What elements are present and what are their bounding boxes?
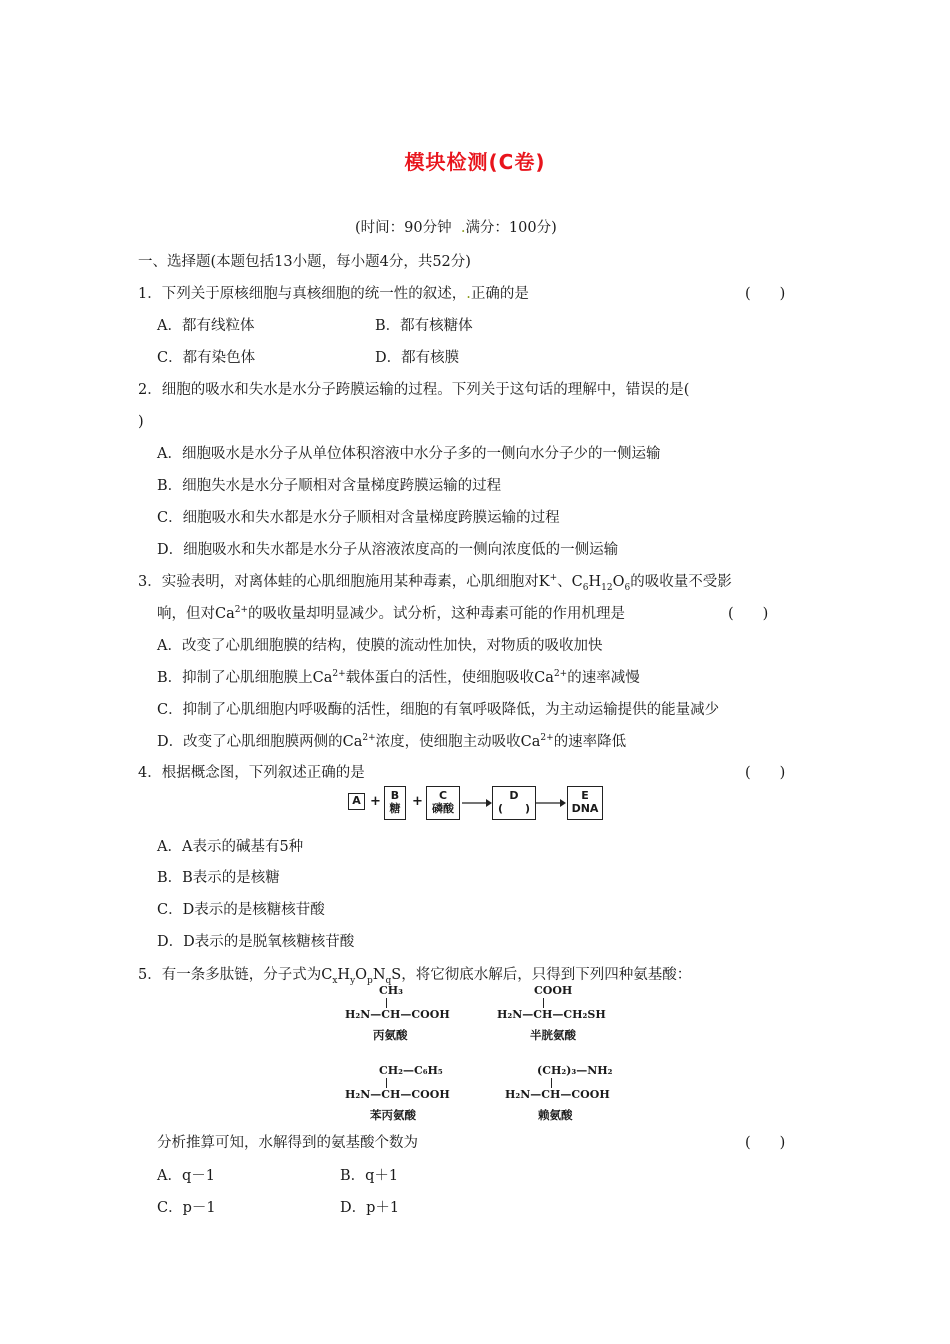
q3-option-d-part2: 浓度，使细胞主动吸收Ca bbox=[375, 734, 541, 750]
hydrogen-symbol: H bbox=[588, 574, 602, 590]
calcium-charge: 2+ bbox=[540, 733, 554, 744]
q4-option-a: A．A表示的碱基有5种 bbox=[157, 839, 304, 855]
box-e bbox=[567, 786, 603, 820]
q1-stem bbox=[138, 284, 529, 304]
hydrogen-count: y bbox=[350, 975, 356, 986]
q3-option-a: A．改变了心肌细胞膜的结构，使膜的流动性加快，对物质的吸收加快 bbox=[157, 638, 603, 654]
q3-stem-part3: 响，但对Ca bbox=[157, 606, 235, 622]
bond-line bbox=[386, 998, 387, 1008]
q3-option-d bbox=[157, 732, 626, 752]
box-a-label: A bbox=[352, 794, 361, 807]
box-a bbox=[348, 793, 365, 810]
side-chain: CH₂—C₆H₅ bbox=[379, 1064, 443, 1077]
bond-line bbox=[386, 1078, 387, 1088]
q3-option-c: C．抑制了心肌细胞内呼吸酶的活性，细胞的有氧呼吸降低，为主动运输提供的能量减少 bbox=[157, 702, 720, 718]
side-chain: CH₃ bbox=[379, 984, 403, 997]
box-e-text: DNA bbox=[571, 802, 599, 815]
arrowhead-icon bbox=[560, 799, 566, 807]
backbone: H₂N—CH—CH₂SH bbox=[497, 1008, 606, 1021]
time-info: (时间：90分钟 bbox=[355, 220, 452, 236]
q2-stem-line2: ) bbox=[138, 414, 144, 430]
page-title: 模块检测(C卷) bbox=[404, 150, 546, 174]
carbon-count: x bbox=[332, 975, 338, 986]
q3-stem-line1 bbox=[138, 572, 732, 592]
nitrogen-symbol: N bbox=[372, 967, 386, 983]
hydrogen-symbol: H bbox=[337, 967, 351, 983]
plus-sign: + bbox=[370, 794, 381, 809]
q4-stem: 4．根据概念图，下列叙述正确的是 bbox=[138, 765, 365, 781]
score-info: 满分：100分) bbox=[465, 220, 557, 236]
q2-option-d-part1: D．细胞吸水和失水都 bbox=[157, 542, 300, 558]
box-c bbox=[426, 786, 460, 820]
oxygen-symbol: O bbox=[612, 574, 625, 590]
calcium-charge: 2+ bbox=[553, 669, 568, 680]
box-c-text: 磷酸 bbox=[432, 802, 454, 815]
stray-dot: . bbox=[466, 286, 471, 302]
q1-answer-blank: ( ) bbox=[745, 286, 786, 302]
q1-option-b: B．都有核糖体 bbox=[375, 318, 473, 334]
bond-line bbox=[551, 1078, 552, 1088]
backbone: H₂N—CH—COOH bbox=[505, 1088, 610, 1101]
box-d-blank: ( ) bbox=[497, 802, 531, 815]
amino-acid-name: 半胱氨酸 bbox=[530, 1028, 576, 1042]
q3-option-b-part3: 的速率减慢 bbox=[567, 670, 640, 686]
stray-dot: . bbox=[451, 220, 466, 236]
box-c-label: C bbox=[438, 789, 448, 802]
oxygen-count: p bbox=[367, 975, 373, 986]
q3-stem-line2 bbox=[157, 604, 625, 624]
q3-answer-blank: ( ) bbox=[728, 606, 769, 622]
q3-option-b bbox=[157, 668, 640, 688]
q5-stem-line2: 分析推算可知，水解得到的氨基酸个数为 bbox=[157, 1135, 418, 1151]
carbon-symbol: C bbox=[571, 574, 583, 590]
section-heading: 一、选择题(本题包括13小题，每小题4分，共52分) bbox=[138, 254, 471, 270]
calcium-charge: 2+ bbox=[234, 605, 249, 616]
bond-line bbox=[543, 998, 544, 1008]
q1-option-c: C．都有染色体 bbox=[157, 350, 256, 366]
amino-acid-name: 赖氨酸 bbox=[538, 1108, 573, 1122]
box-e-label: E bbox=[581, 789, 589, 802]
box-d-label: D bbox=[509, 789, 519, 802]
q5-stem bbox=[138, 965, 691, 985]
q2-stem-line1: 2．细胞的吸水和失水是水分子跨膜运输的过程。下列关于这句话的理解中，错误的是( bbox=[138, 382, 690, 398]
potassium-charge: + bbox=[549, 573, 558, 584]
q3-option-b-part2: 载体蛋白的活性，使细胞吸收Ca bbox=[345, 670, 554, 686]
q1-option-d: D．都有核膜 bbox=[375, 350, 460, 366]
backbone: H₂N—CH—COOH bbox=[345, 1008, 450, 1021]
side-chain: (CH₂)₃—NH₂ bbox=[537, 1064, 613, 1077]
q2-option-a: A．细胞吸水是水分子从单位体积溶液中水分子多的一侧向水分子少的一侧运输 bbox=[157, 446, 661, 462]
q2-option-c: C．细胞吸水和失水都是水分子顺相对含量梯度跨膜运输的过程 bbox=[157, 510, 560, 526]
q2-option-d bbox=[157, 540, 618, 560]
amino-acid-name: 苯丙氨酸 bbox=[370, 1108, 416, 1122]
q3-option-d-part1: D．改变了心肌细胞膜两侧的Ca bbox=[157, 734, 363, 750]
q5-stem-part2: S，将它彻底水解后，只得到下列四种氨基酸： bbox=[391, 967, 692, 983]
q4-answer-blank: ( ) bbox=[745, 765, 786, 781]
box-b-label: B bbox=[390, 789, 400, 802]
nitrogen-count: q bbox=[385, 975, 392, 986]
exam-meta bbox=[355, 218, 557, 238]
hydrogen-count: 12 bbox=[601, 582, 613, 593]
q5-answer-blank: ( ) bbox=[745, 1135, 786, 1151]
q3-option-d-part3: 的速率降低 bbox=[553, 734, 627, 750]
plus-sign: + bbox=[412, 794, 423, 809]
carbon-count: 6 bbox=[582, 582, 589, 593]
q5-option-b: B．q＋1 bbox=[340, 1168, 399, 1184]
amino-acid-name: 丙氨酸 bbox=[373, 1028, 408, 1042]
potassium-symbol: K bbox=[538, 574, 550, 590]
box-b bbox=[384, 786, 406, 820]
q3-stem-part4: 的吸收量却明显减少。试分析，这种毒素可能的作用机理是 bbox=[248, 606, 626, 622]
box-d bbox=[492, 786, 536, 820]
q5-option-a: A．q－1 bbox=[157, 1168, 215, 1184]
q3-option-b-part1: B．抑制了心肌细胞膜上Ca bbox=[157, 670, 333, 686]
separator: 、 bbox=[557, 574, 572, 590]
q2-option-b: B．细胞失水是水分子顺相对含量梯度跨膜运输的过程 bbox=[157, 478, 502, 494]
concept-diagram bbox=[342, 784, 612, 824]
calcium-charge: 2+ bbox=[332, 669, 346, 680]
q4-option-c: C．D表示的是核糖核苷酸 bbox=[157, 902, 325, 918]
q5-option-d: D．p＋1 bbox=[340, 1200, 400, 1216]
q2-option-d-part2: 是水分子从溶液浓度高的一侧向浓度低的一侧运输 bbox=[299, 542, 619, 558]
q4-option-b: B．B表示的是核糖 bbox=[157, 870, 280, 886]
oxygen-symbol: O bbox=[355, 967, 368, 983]
q1-stem-part2: 正确的是 bbox=[470, 286, 529, 302]
oxygen-count: 6 bbox=[624, 582, 631, 593]
side-chain: COOH bbox=[534, 984, 573, 997]
q1-option-a: A．都有线粒体 bbox=[157, 318, 255, 334]
q3-stem-part1: 3．实验表明，对离体蛙的心肌细胞施用某种毒素，心肌细胞对 bbox=[138, 574, 539, 590]
q5-option-c: C．p－1 bbox=[157, 1200, 216, 1216]
backbone: H₂N—CH—COOH bbox=[345, 1088, 450, 1101]
q1-stem-part1: 1．下列关于原核细胞与真核细胞的统一性的叙述， bbox=[138, 286, 467, 302]
calcium-charge: 2+ bbox=[362, 733, 376, 744]
q5-stem-part1: 5．有一条多肽链，分子式为C bbox=[138, 967, 333, 983]
q3-stem-part2: 的吸收量不受影 bbox=[630, 574, 732, 590]
box-b-text: 糖 bbox=[389, 802, 401, 815]
q4-option-d: D．D表示的是脱氧核糖核苷酸 bbox=[157, 934, 355, 950]
